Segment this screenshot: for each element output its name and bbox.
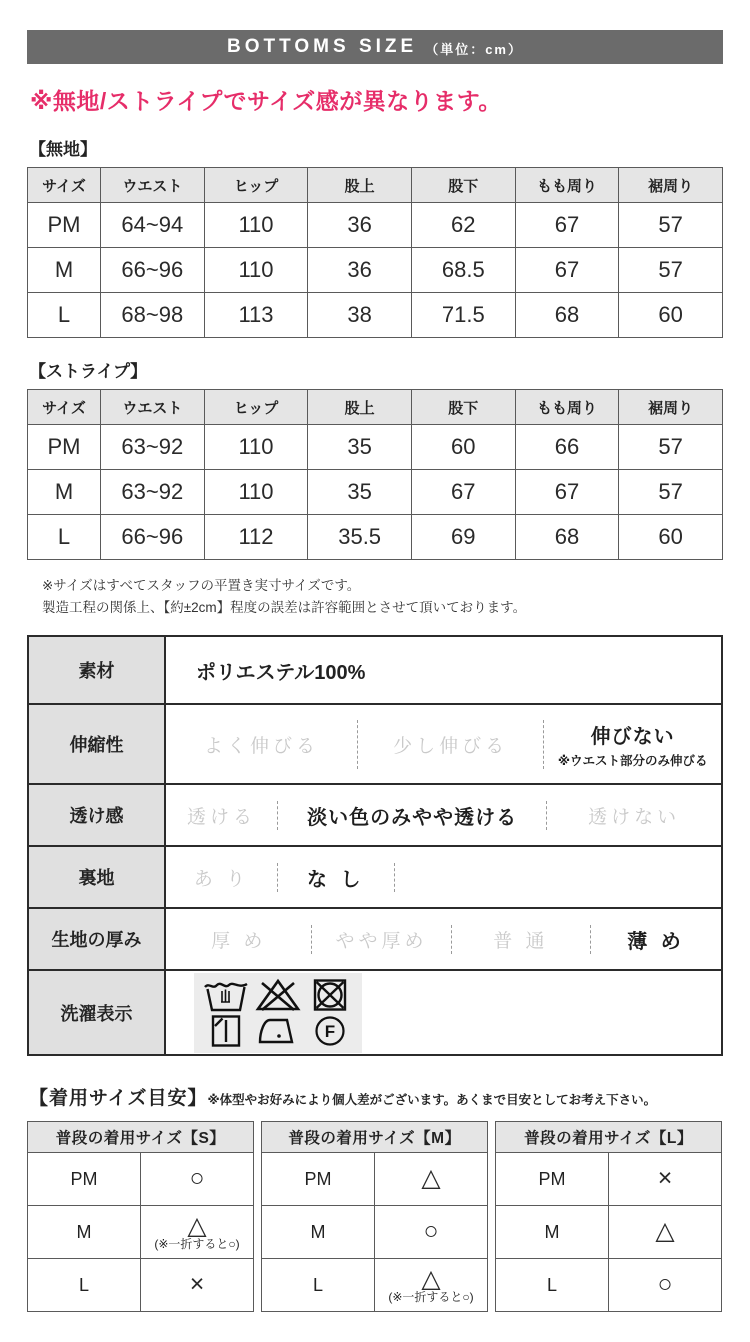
spec-table bbox=[27, 635, 723, 1056]
cell: 67 bbox=[515, 203, 619, 248]
plain-table-label: 【無地】 bbox=[29, 140, 97, 159]
table-row bbox=[496, 1153, 722, 1206]
spec-label-care: 洗濯表示 bbox=[28, 970, 165, 1055]
fit-mark: ○ bbox=[657, 1270, 673, 1299]
cell: L bbox=[28, 293, 101, 338]
cell: 63~92 bbox=[101, 425, 205, 470]
cell: 71.5 bbox=[411, 293, 515, 338]
cell: 69 bbox=[411, 515, 515, 560]
cell: 57 bbox=[619, 248, 723, 293]
material-value: ポリエステル100% bbox=[196, 661, 366, 684]
spec-option-empty bbox=[394, 863, 721, 892]
col-header-hem: 裾周り bbox=[619, 168, 723, 203]
size-label: M bbox=[28, 1206, 141, 1259]
fit-mark: △ bbox=[655, 1217, 675, 1246]
dry-clean-petroleum-F-icon bbox=[307, 1014, 353, 1048]
cell: M bbox=[28, 248, 101, 293]
cell: 60 bbox=[619, 293, 723, 338]
fit-table-header: 普段の着用サイズ【L】 bbox=[496, 1122, 722, 1153]
cell: 36 bbox=[308, 248, 412, 293]
cell: 68.5 bbox=[411, 248, 515, 293]
table-row bbox=[28, 293, 723, 338]
table-row bbox=[262, 1206, 488, 1259]
fit-table-s bbox=[27, 1121, 254, 1312]
spec-label-stretch: 伸縮性 bbox=[28, 704, 165, 784]
col-header-waist: ウエスト bbox=[101, 168, 205, 203]
table-row bbox=[28, 248, 723, 293]
cell: 35.5 bbox=[308, 515, 412, 560]
fit-mark-note: (※一折すると○) bbox=[154, 1237, 240, 1252]
cell: 57 bbox=[619, 425, 723, 470]
size-label: M bbox=[262, 1206, 375, 1259]
spec-row-care bbox=[28, 970, 722, 1055]
col-header-hip: ヒップ bbox=[204, 390, 308, 425]
spec-option: 厚 め bbox=[211, 930, 267, 952]
col-header-size: サイズ bbox=[28, 168, 101, 203]
fit-table-l bbox=[495, 1121, 722, 1312]
col-header-inseam: 股下 bbox=[411, 168, 515, 203]
col-header-thigh: もも周り bbox=[515, 390, 619, 425]
spec-option: 透けない bbox=[546, 801, 721, 830]
stripe-table-label: 【ストライプ】 bbox=[29, 362, 148, 381]
svg-text:F: F bbox=[324, 1021, 336, 1041]
size-table-plain bbox=[27, 167, 723, 338]
fit-table-m bbox=[261, 1121, 488, 1312]
fit-guide-note: ※体型やお好みにより個人差がございます。あくまで目安としてお考え下さい。 bbox=[207, 1093, 657, 1108]
cell: 57 bbox=[619, 203, 723, 248]
col-header-rise: 股上 bbox=[308, 168, 412, 203]
spec-label-sheerness: 透け感 bbox=[28, 784, 165, 846]
table-row bbox=[28, 515, 723, 560]
table-row bbox=[28, 1206, 254, 1259]
cell: 62 bbox=[411, 203, 515, 248]
fit-mark: × bbox=[189, 1270, 205, 1299]
spec-option: やや厚め bbox=[311, 925, 450, 954]
iron-low-with-dot-icon bbox=[255, 1014, 301, 1048]
hang-dry-in-shade-icon bbox=[203, 1014, 249, 1048]
cell: 68 bbox=[515, 293, 619, 338]
spec-row-material bbox=[28, 636, 722, 704]
cell: 66~96 bbox=[101, 515, 205, 560]
spec-option: よく伸びる bbox=[203, 735, 319, 757]
difference-notice: ※無地/ストライプでサイズ感が異なります。 bbox=[30, 88, 502, 114]
fit-mark-note: (※一折すると○) bbox=[388, 1290, 474, 1305]
fit-table-header: 普段の着用サイズ【S】 bbox=[28, 1122, 254, 1153]
cell: L bbox=[28, 515, 101, 560]
table-row bbox=[28, 1259, 254, 1312]
spec-row-sheerness bbox=[28, 784, 722, 846]
cell: 64~94 bbox=[101, 203, 205, 248]
cell: 35 bbox=[308, 470, 412, 515]
size-table-stripe bbox=[27, 389, 723, 560]
fit-mark: ○ bbox=[189, 1164, 205, 1193]
col-header-rise: 股上 bbox=[308, 390, 412, 425]
cell: 66~96 bbox=[101, 248, 205, 293]
spec-option: あ り bbox=[193, 868, 250, 890]
spec-option: 透ける bbox=[186, 806, 256, 828]
size-label: PM bbox=[262, 1153, 375, 1206]
fit-guide-title: 【着用サイズ目安】 bbox=[29, 1088, 208, 1110]
do-not-bleach-icon bbox=[255, 978, 301, 1012]
size-label: L bbox=[28, 1259, 141, 1312]
size-label: M bbox=[496, 1206, 609, 1259]
fit-mark: △ bbox=[421, 1264, 441, 1293]
spec-option-selected: 薄 め bbox=[590, 925, 721, 954]
fit-mark: △ bbox=[421, 1164, 441, 1193]
measurement-note bbox=[42, 575, 723, 618]
table-row bbox=[262, 1259, 488, 1312]
do-not-tumble-dry-icon bbox=[307, 978, 353, 1012]
col-header-hem: 裾周り bbox=[619, 390, 723, 425]
cell: 63~92 bbox=[101, 470, 205, 515]
measurement-note-line2: 製造工程の関係上、【約±2cm】程度の誤差は許容範囲とさせて頂いております。 bbox=[42, 599, 527, 615]
cell: PM bbox=[28, 203, 101, 248]
fit-mark: △ bbox=[187, 1211, 207, 1240]
cell: 38 bbox=[308, 293, 412, 338]
table-row bbox=[496, 1206, 722, 1259]
cell: M bbox=[28, 470, 101, 515]
fit-tables bbox=[27, 1121, 723, 1312]
cell: 36 bbox=[308, 203, 412, 248]
unit-label: （単位：cm） bbox=[425, 41, 523, 57]
cell: 112 bbox=[204, 515, 308, 560]
page-title: BOTTOMS SIZE bbox=[227, 36, 418, 57]
table-row bbox=[28, 425, 723, 470]
col-header-inseam: 股下 bbox=[411, 390, 515, 425]
fit-mark: ○ bbox=[423, 1217, 439, 1246]
hand-wash-icon bbox=[203, 978, 249, 1012]
cell: 67 bbox=[515, 248, 619, 293]
col-header-waist: ウエスト bbox=[101, 390, 205, 425]
fit-guide-heading bbox=[29, 1083, 723, 1110]
size-label: L bbox=[496, 1259, 609, 1312]
header-row bbox=[28, 168, 723, 203]
cell: 35 bbox=[308, 425, 412, 470]
measurement-note-line1: ※サイズはすべてスタッフの平置き実寸サイズです。 bbox=[42, 578, 361, 593]
cell: 68~98 bbox=[101, 293, 205, 338]
cell: 68 bbox=[515, 515, 619, 560]
spec-label-lining: 裏地 bbox=[28, 846, 165, 908]
spec-option-note: ※ウエスト部分のみ伸びる bbox=[557, 753, 708, 768]
table-row bbox=[262, 1153, 488, 1206]
col-header-thigh: もも周り bbox=[515, 168, 619, 203]
table-row bbox=[496, 1259, 722, 1312]
col-header-hip: ヒップ bbox=[204, 168, 308, 203]
table-row bbox=[28, 470, 723, 515]
cell: 66 bbox=[515, 425, 619, 470]
spec-row-thickness bbox=[28, 908, 722, 970]
spec-option-selected: な し bbox=[277, 863, 394, 892]
table-row bbox=[28, 1153, 254, 1206]
table-row bbox=[28, 203, 723, 248]
spec-label-material: 素材 bbox=[28, 636, 165, 704]
spec-row-stretch bbox=[28, 704, 722, 784]
fit-mark: × bbox=[657, 1164, 673, 1193]
cell: 110 bbox=[204, 203, 308, 248]
size-label: PM bbox=[496, 1153, 609, 1206]
col-header-size: サイズ bbox=[28, 390, 101, 425]
spec-option: 少し伸びる bbox=[357, 720, 543, 769]
cell: 110 bbox=[204, 248, 308, 293]
cell: 113 bbox=[204, 293, 308, 338]
spec-option: 普 通 bbox=[451, 925, 590, 954]
size-label: PM bbox=[28, 1153, 141, 1206]
spec-label-thickness: 生地の厚み bbox=[28, 908, 165, 970]
fit-table-header: 普段の着用サイズ【M】 bbox=[262, 1122, 488, 1153]
cell: 67 bbox=[515, 470, 619, 515]
spec-option-selected bbox=[543, 720, 721, 769]
cell: 60 bbox=[619, 515, 723, 560]
spec-row-lining bbox=[28, 846, 722, 908]
laundry-symbols bbox=[194, 973, 362, 1053]
spec-option-selected: 淡い色のみやや透ける bbox=[277, 801, 546, 830]
header-row bbox=[28, 390, 723, 425]
size-label: L bbox=[262, 1259, 375, 1312]
spec-option-label: 伸びない bbox=[590, 725, 675, 748]
cell: 67 bbox=[411, 470, 515, 515]
cell: PM bbox=[28, 425, 101, 470]
title-bar bbox=[27, 30, 723, 64]
cell: 110 bbox=[204, 470, 308, 515]
cell: 110 bbox=[204, 425, 308, 470]
cell: 57 bbox=[619, 470, 723, 515]
cell: 60 bbox=[411, 425, 515, 470]
